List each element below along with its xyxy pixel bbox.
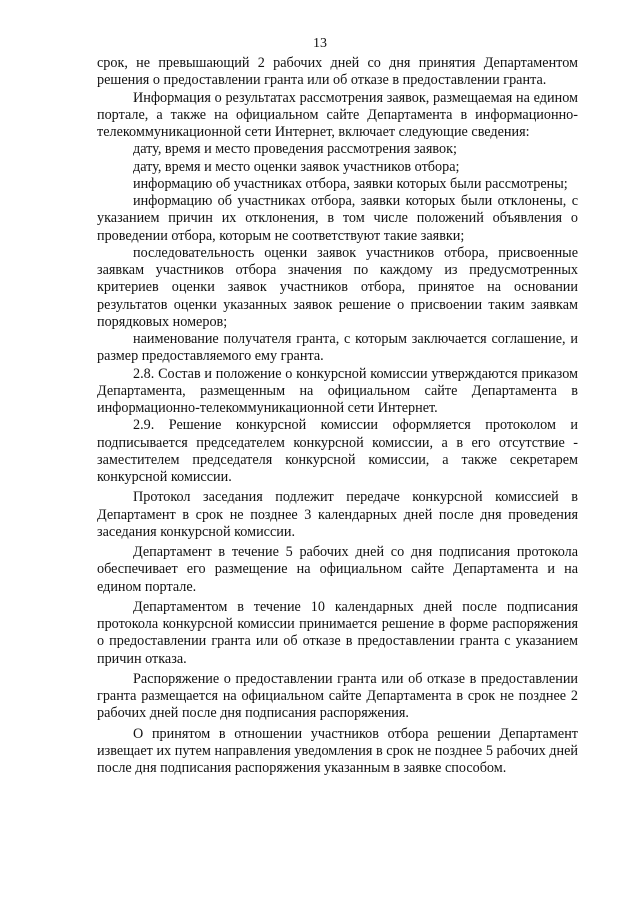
document-body <box>97 55 578 777</box>
paragraph: информацию об участниках отбора, заявки которых были рассмотрены; <box>133 175 568 192</box>
paragraph: Департамент в течение 5 рабочих дней со дня подписания протокола обеспечивает его размещение на официальном сайте Департамента и на едином портале. <box>97 544 578 595</box>
paragraph: Распоряжение о предоставлении гранта или об отказе в предоставлении гранта размещается на официальном сайте Департамента в срок не позднее 2 рабочих дней после дня подписания распоряжения. <box>97 670 578 722</box>
paragraph: дату, время и место проведения рассмотрения заявок; <box>133 141 457 158</box>
paragraph: 2.9. Решение конкурсной комиссии оформляется протоколом и подписывается председателем конкурсной комиссии, а в его отсутствие - заместителем председателя конкурсной комиссии, а также секретарем конкурсной комиссии. <box>97 417 578 485</box>
paragraph: Информация о результатах рассмотрения заявок, размещаемая на едином портале, а также на официальном сайте Департамента в информационно-телекоммуникационной сети Интернет, включает следующие сведения: <box>97 89 578 140</box>
paragraph: информацию об участниках отбора, заявки которых были отклонены, с указанием причин их отклонения, в том числе положений объявления о проведении отбора, которым не соответствуют такие заявки; <box>97 193 578 244</box>
paragraph: О принятом в отношении участников отбора решении Департамент извещает их путем направления уведомления в срок не позднее 5 рабочих дней после дня подписания распоряжения указанным в заявке способом. <box>97 725 578 776</box>
paragraph: Департаментом в течение 10 календарных дней после подписания протокола конкурсной комиссии принимается решение в форме распоряжения о предоставлении гранта или об отказе в предоставлении гранта с указанием причин отказа. <box>97 598 578 667</box>
paragraph: 2.8. Состав и положение о конкурсной комиссии утверждаются приказом Департамента, размещенным на официальном сайте Департамента в информационно-телекоммуникационной сети Интернет. <box>97 365 578 416</box>
page-number: 13 <box>313 36 327 51</box>
paragraph: срок, не превышающий 2 рабочих дней со дня принятия Департаментом решения о предоставлении гранта или об отказе в предоставлении гранта. <box>97 55 578 89</box>
paragraph: дату, время и место оценки заявок участников отбора; <box>133 158 460 175</box>
paragraph: Протокол заседания подлежит передаче конкурсной комиссией в Департамент в срок не позднее 3 календарных дней после дня проведения заседания конкурсной комиссии. <box>97 489 578 540</box>
paragraph: наименование получателя гранта, с которым заключается соглашение, и размер предоставляемого ему гранта. <box>97 331 578 365</box>
paragraph: последовательность оценки заявок участников отбора, присвоенные заявкам участников отбора значения по каждому из предусмотренных критериев оценки заявок участников отбора, принятое на основании результатов оценки указанных заявок решение о присвоении таким заявкам порядковых номеров; <box>97 244 578 330</box>
